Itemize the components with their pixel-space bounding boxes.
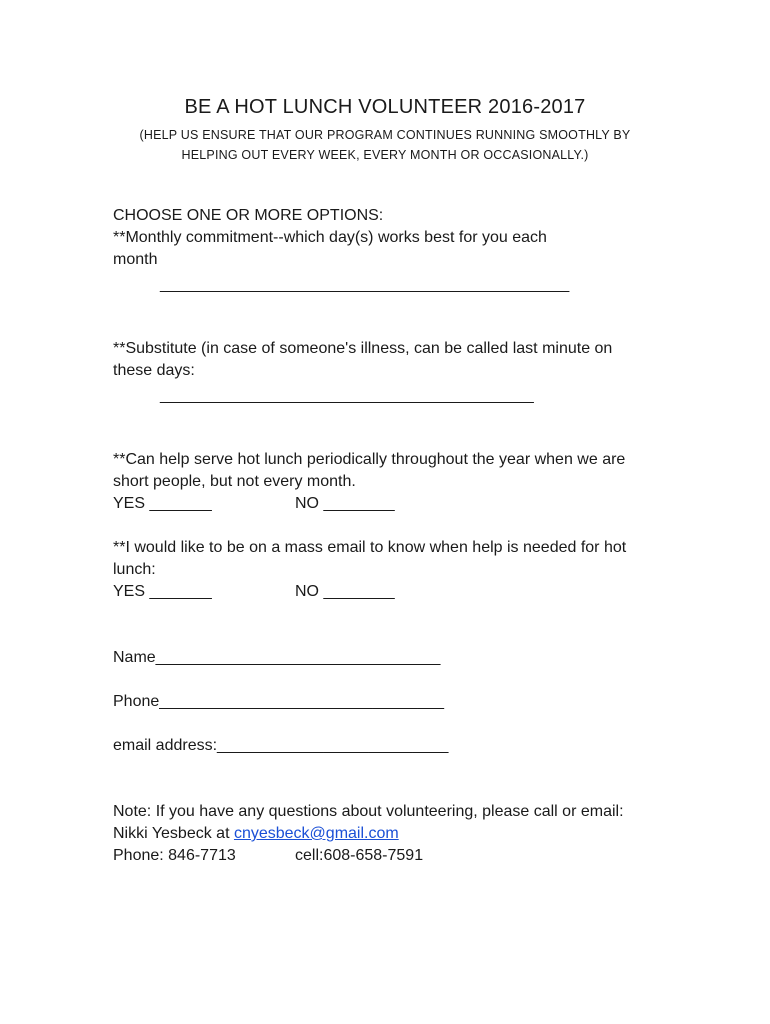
name-field[interactable]: Name________________________________ [113,649,441,666]
contact-prefix: Nikki Yesbeck at [113,825,234,842]
substitute-option-line2: these days: [113,362,195,379]
page-title: BE A HOT LUNCH VOLUNTEER 2016-2017 [184,96,586,118]
email-field[interactable]: email address:__________________________ [113,737,449,754]
monthly-days-blank[interactable]: ______________________________________________ [160,276,570,293]
periodic-option-line1: **Can help serve hot lunch periodically throughout the year when we are [113,451,626,468]
mass-email-option-line1: **I would like to be on a mass email to know when help is needed for hot [113,539,627,556]
mass-email-yes-blank[interactable]: YES _______ [113,583,212,600]
mass-email-no-blank[interactable]: NO ________ [295,583,395,600]
page-subtitle: (HELP US ENSURE THAT OUR PROGRAM CONTINUES RUNNING SMOOTHLY BY HELPING OUT EVERY WEEK, EVERY MONTH OR OCCASIONALLY.) [139,128,631,162]
monthly-option-line2: month [113,251,158,268]
phone-field[interactable]: Phone________________________________ [113,693,445,710]
mass-email-option-line2: lunch: [113,561,156,578]
options-heading: CHOOSE ONE OR MORE OPTIONS: [113,207,384,224]
phone-number: Phone: 846-7713 [113,847,236,864]
substitute-option-line1: **Substitute (in case of someone's illness, can be called last minute on [113,340,613,357]
periodic-no-blank[interactable]: NO ________ [295,495,395,512]
contact-email-link[interactable]: cnyesbeck@gmail.com [233,825,399,842]
periodic-yes-blank[interactable]: YES _______ [113,495,212,512]
monthly-option-line1: **Monthly commitment--which day(s) works best for you each [113,229,547,246]
periodic-option-line2: short people, but not every month. [113,473,356,490]
substitute-days-blank[interactable]: __________________________________________ [160,387,534,404]
cell-number: cell:608-658-7591 [295,847,424,864]
note-text: Note: If you have any questions about volunteering, please call or email: [113,803,624,820]
contact-line [113,823,399,845]
